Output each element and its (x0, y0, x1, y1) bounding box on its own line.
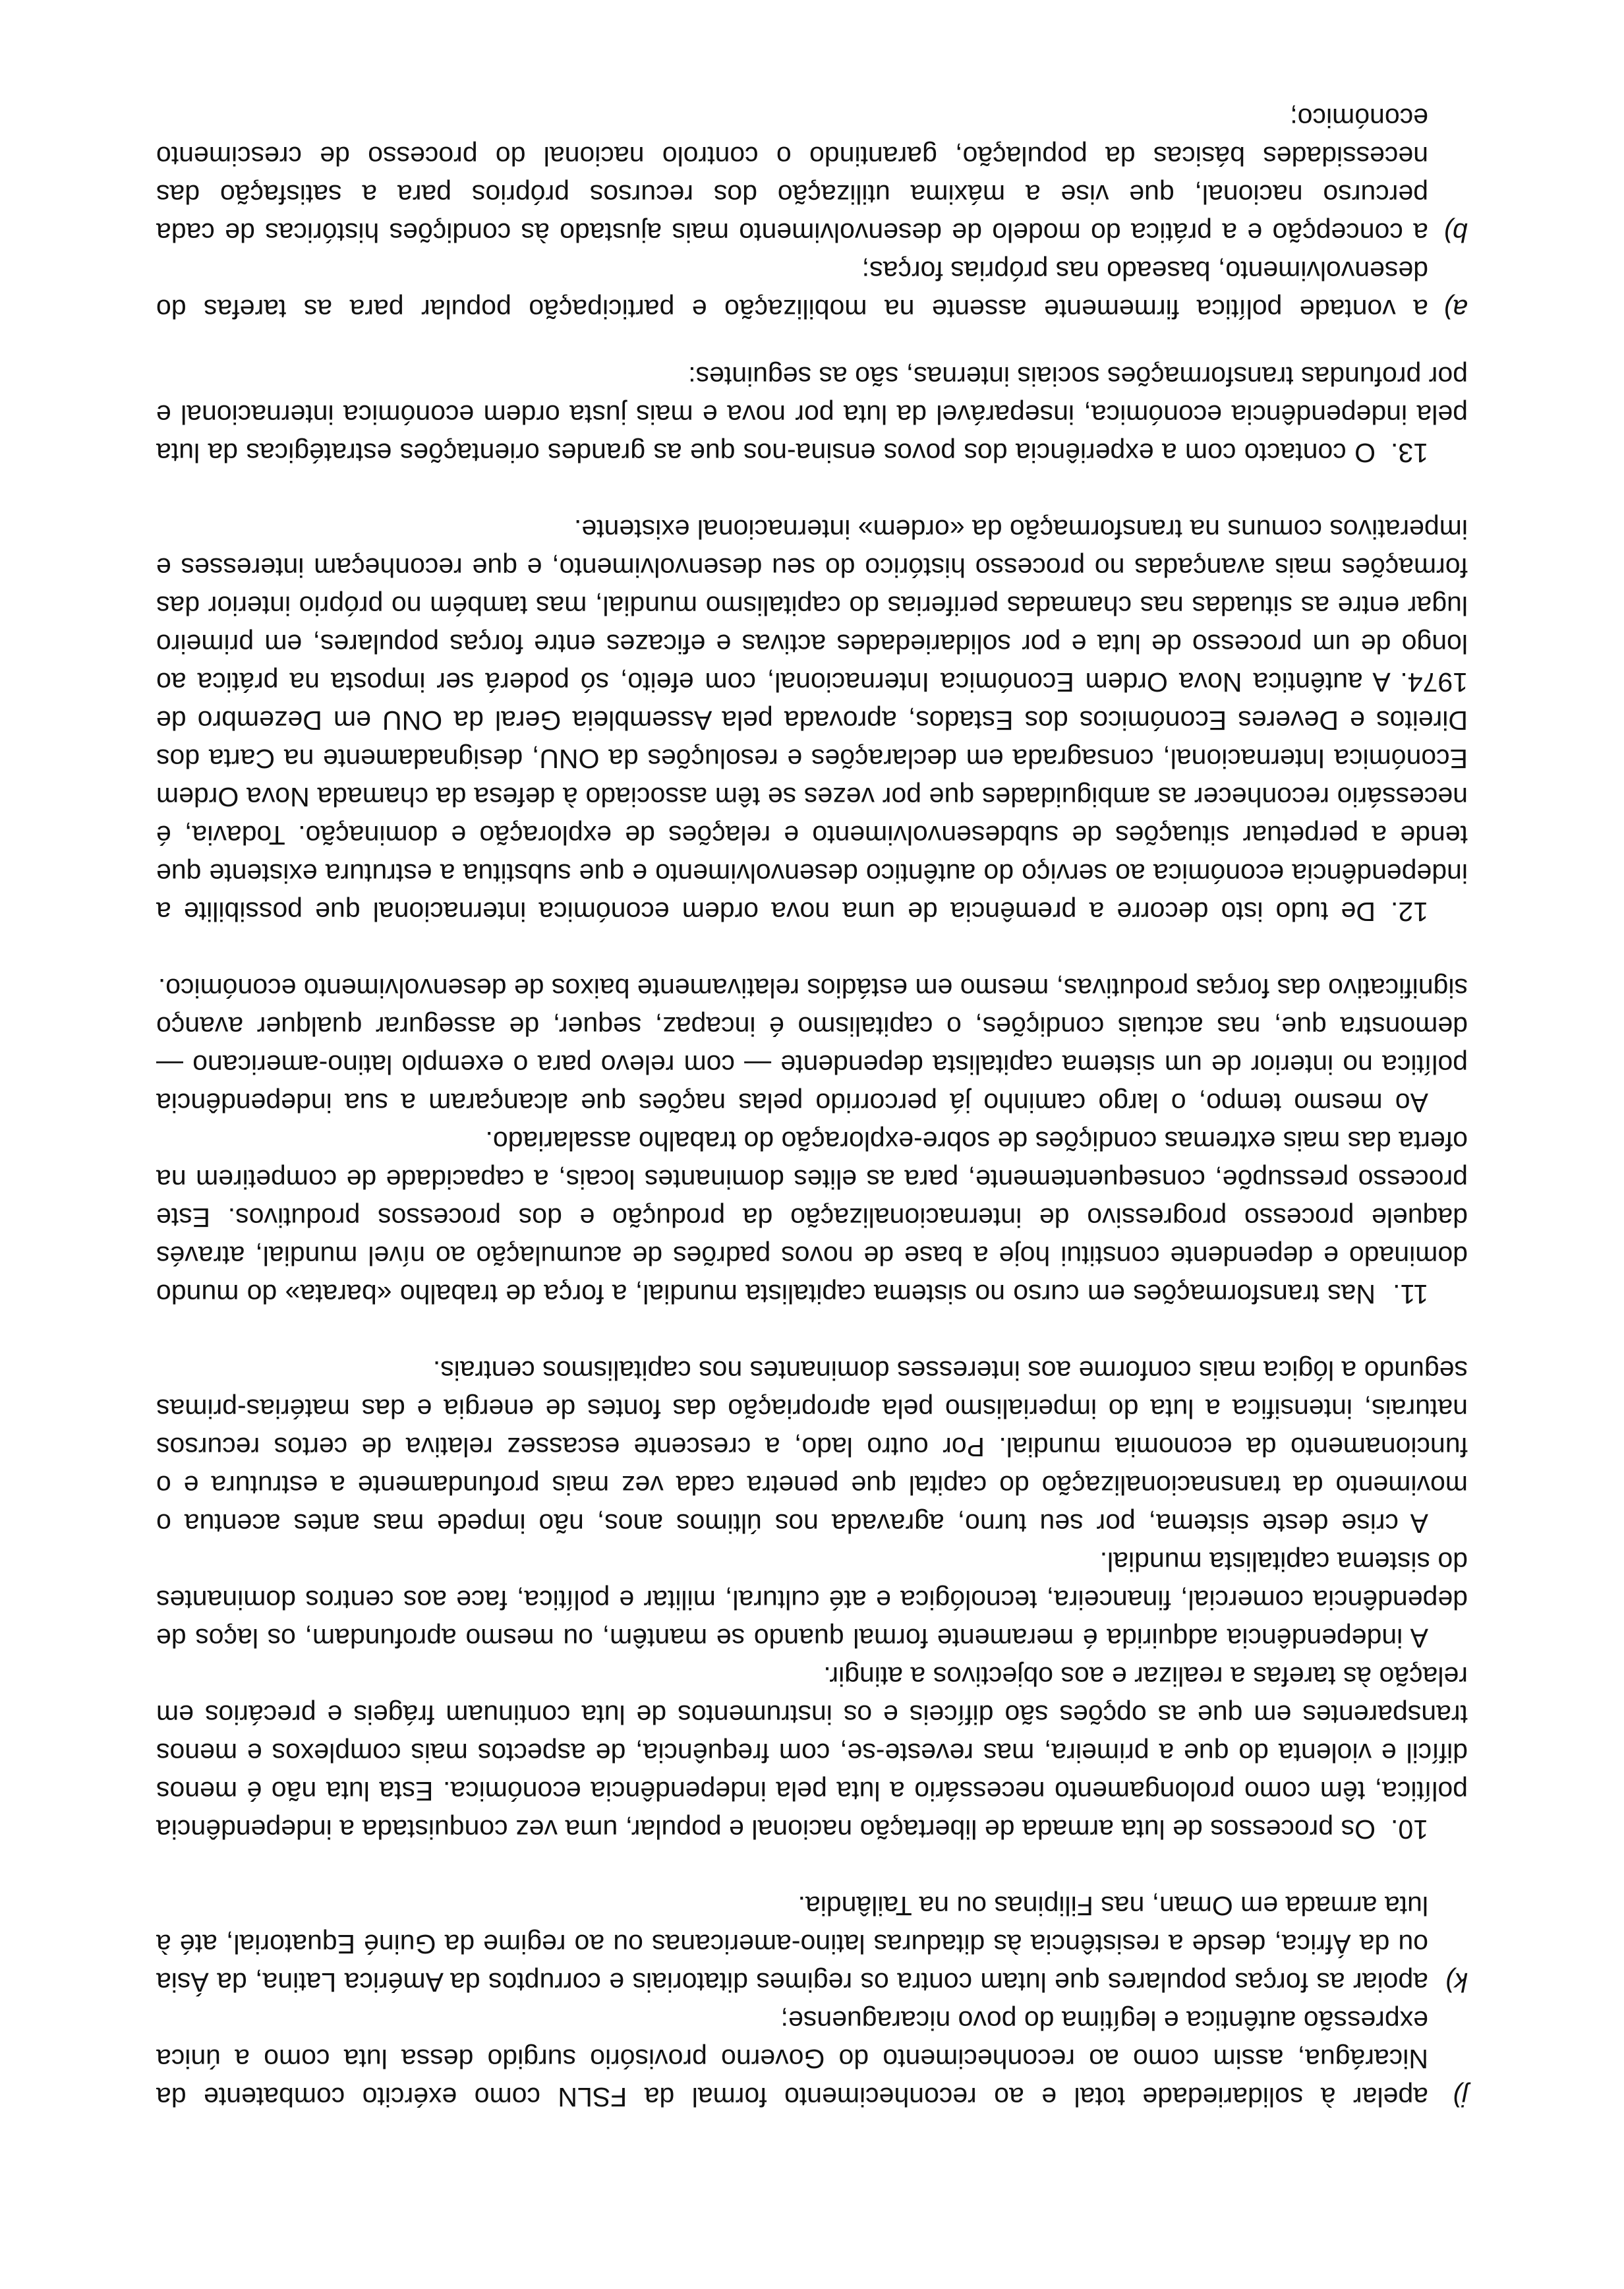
document-body (156, 99, 1468, 2116)
section-10-paragraph-1 (156, 1657, 1468, 1849)
section-number: 12. (1391, 897, 1428, 927)
section-10-paragraph-3: A crise deste sistema, por seu turno, agravada nos últimos anos, não impede mas antes acentua o movimento da transnacionalização do capital que penetra cada vez mais profundamente a estrutura e o funcionamento da economia mundial. Por outro lado, a crescente escassez relativa de certos recursos naturais, intensifica a luta do imperialismo pela apropriação das fontes de energia e das matérias-primas segundo a lógica mais conforme aos interesses dominantes nos capitalismos centrais. (156, 1355, 1468, 1539)
item-marker: a) (1443, 294, 1468, 324)
section-11-paragraph-2: Ao mesmo tempo, o largo caminho já percorrido pelas nações que alcançaram a sua independência política no interior de um sistema capitalista dependente — com relevo para o exemplo latino-americano — demonstra que, nas actuais condições, o capitalismo é incapaz, sequer, de assegurar qualquer avanço significativo das forças produtivas, mesmo em estádios relativamente baixos de desenvolvimento económico. (156, 973, 1468, 1118)
paragraph-text: O contacto com a experiência dos povos ensina-nos que as grandes orientações estratégicas da luta pela independência económica, inseparável da luta por nova e mais justa ordem económica internacional e por profundas transformações sociais internas, são as seguintes: (156, 361, 1468, 468)
item-marker: k) (1445, 1967, 1468, 1998)
item-text: a concepção e a prática do modelo de desenvolvimento mais ajustado às condições históricas de cada percurso nacional, que vise a máxima utilização dos recursos próprios para a satisfação das necessidades básicas da população, garantindo o controlo nacional do processo de crescimento económico; (156, 103, 1428, 248)
section-number: 13. (1391, 438, 1428, 468)
item-marker: b) (1443, 218, 1468, 248)
list-item-j (156, 2002, 1468, 2116)
paragraph-text: De tudo isto decorre a premência de uma nova ordem económica internacional que possibilite a independência económica ao serviço do autêntico desenvolvimento e que substitua a estrutura existente que tende a perpetuar situações de subdesenvolvimento e relações de exploração e dominação. Todavia, é necessário reconhecer as ambiguidades que por vezes se têm associado à defesa da chamada Nova Ordem Económica Internacional, consagrada em declarações e resoluções da ONU, designadamente na Carta dos Direitos e Deveres Económicos dos Estados, aprovada pela Assembleia Geral da ONU em Dezembro de 1974. A autêntica Nova Ordem Económica Internacional, com efeito, só poderá ser imposta na prática ao longo de um processo de luta e por solidariedades activas e eficazes entre forças populares, em primeiro lugar entre as situadas nas chamadas periferias do capitalismo mundial, mas também no próprio interior das formações mais avançadas no processo histórico do seu desenvolvimento, e que reconheçam interesses e imperativos comuns na transformação da «ordem» internacional existente. (156, 514, 1468, 927)
item-text: a vontade política firmemente assente na mobilização e participação popular para as tarefas do desenvolvimento, baseado nas próprias forças; (156, 256, 1428, 324)
paragraph-text: Os processos de luta armada de libertação nacional e popular, uma vez conquistada a independência política, têm como prolongamento necessário a luta pela independência económica. Esta luta não é menos difícil e violenta do que a primeira, mas reveste-se, com frequência, de aspectos mais complexos e menos transparentes em que as opções são difíceis e os instrumentos de luta continuam frágeis e precários em relação às tarefas a realizar e aos objectivos a atingir. (156, 1661, 1468, 1845)
list-item-k (156, 1887, 1468, 2002)
section-12-paragraph-1 (156, 510, 1468, 931)
item-text: apoiar as forças populares que lutam contra os regimes ditatoriais e corruptos da América Latina, da Ásia ou da África, desde a resistência às ditaduras latino-americanas ou ao regime da Guiné Equatorial, até à luta armada em Oman, nas Filipinas ou na Tailândia. (156, 1891, 1428, 1998)
section-11-paragraph-1 (156, 1122, 1468, 1313)
section-10-paragraph-2: A independência adquirida é meramente formal quando se mantêm, ou mesmo aprofundam, os laços de dependência comercial, financeira, tecnológica e até cultural, militar e política, face aos centros dominantes do sistema capitalista mundial. (156, 1547, 1468, 1653)
item-text: apelar à solidariedade total e ao reconhecimento formal da FSLN como exército combatente da Nicarágua, assim como ao reconhecimento do Governo provisório surgido dessa luta como a única expressão autêntica e legítima do povo nicaraguense; (156, 2006, 1428, 2112)
section-13-paragraph-1 (156, 357, 1468, 472)
list-item-a (156, 252, 1468, 328)
item-marker: j) (1453, 2082, 1468, 2112)
list-item-b (156, 99, 1468, 252)
section-number: 11. (1393, 1279, 1428, 1309)
paragraph-text: Nas transformações em curso no sistema capitalista mundial, a força de trabalho «barata» do mundo dominado e dependente constitui hoje a base de novos padrões de acumulação ao nível mundial, através daquele processo progressivo de internacionalização da produção e dos processos produtivos. Este processo pressupõe, consequentemente, para as elites dominantes locais, a capacidade de competirem na oferta das mais extremas condições de sobre-exploração do trabalho assalariado. (156, 1126, 1468, 1309)
section-number: 10. (1391, 1814, 1428, 1845)
